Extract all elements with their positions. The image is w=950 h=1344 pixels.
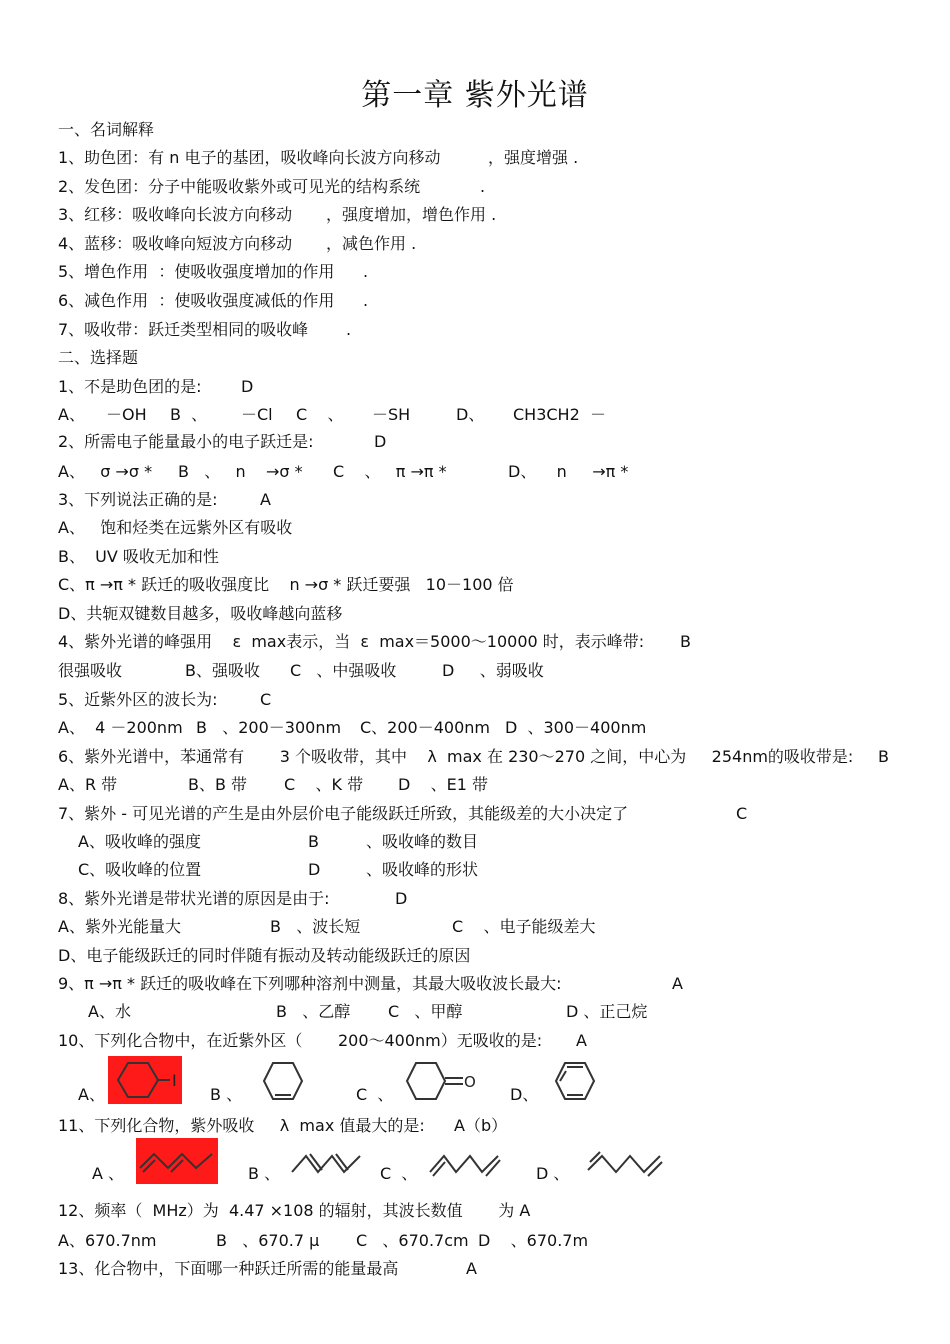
question-3-option-d: D、共轭双键数目越多，吸收峰越向蓝移 xyxy=(58,604,343,623)
question-12: 12、频率（ MHz）为 4.47 ×108 的辐射，其波长数值 为 A xyxy=(58,1201,531,1220)
section-heading: 二、选择题 xyxy=(58,348,139,367)
question-3-option-a: A、 饱和烃类在远紫外区有吸收 xyxy=(58,518,293,537)
question-12-options: A、670.7nm B 、670.7 μ C 、670.7cm D 、670.7m xyxy=(58,1231,589,1250)
page-title: 第一章 紫外光谱 xyxy=(361,78,589,113)
benzene-structure xyxy=(552,1059,598,1103)
iodocyclohexane-structure xyxy=(108,1056,182,1104)
question-3-option-b: B、 UV 吸收无加和性 xyxy=(58,547,219,566)
svg-text:O: O xyxy=(464,1073,476,1091)
cyclohexene-structure xyxy=(260,1059,306,1103)
question-7-options-cd: C、吸收峰的位置 D 、吸收峰的形状 xyxy=(78,860,479,879)
svg-text:I: I xyxy=(172,1071,177,1090)
question-9-options: A、水 B 、乙醇 C 、甲醇 D 、正己烷 xyxy=(88,1002,648,1021)
polyene-d-structure xyxy=(586,1150,664,1178)
polyene-c-structure xyxy=(428,1150,502,1178)
polyene-a-structure xyxy=(136,1138,218,1184)
question-6-options: A、R 带 B、B 带 C 、K 带 D 、E1 带 xyxy=(58,775,489,794)
question-11-options: A 、 B 、 C 、 D 、 xyxy=(92,1164,570,1183)
question-2-options: A、 σ →σ * B 、 n →σ * C 、 π →π * D、 n →π * xyxy=(58,462,629,481)
question-4-options: 很强吸收 B、强吸收 C 、中强吸收 D 、弱吸收 xyxy=(58,661,544,680)
cyclohexanone-structure xyxy=(403,1059,483,1103)
question-1-options: A、 －OH B 、 －Cl C 、 －SH D、 CH3CH2 － xyxy=(58,405,606,424)
question-5-options: A、 4 －200nm B 、200－300nm C、200－400nm D 、300－400nm xyxy=(58,718,647,737)
question-3-option-c: C、π →π * 跃迁的吸收强度比 n →σ * 跃迁要强 10－100 倍 xyxy=(58,575,514,594)
polyene-b-structure xyxy=(290,1150,364,1178)
question-8-options: A、紫外光能量大 B 、波长短 C 、电子能级差大 xyxy=(58,917,596,936)
question-10-options: A、 B 、 C 、 D、 xyxy=(78,1085,539,1104)
question-8-option-d: D、电子能级跃迁的同时伴随有振动及转动能级跃迁的原因 xyxy=(58,946,471,965)
question-7-options-ab: A、吸收峰的强度 B 、吸收峰的数目 xyxy=(78,832,479,851)
section-heading: 一、名词解释 xyxy=(58,120,155,139)
